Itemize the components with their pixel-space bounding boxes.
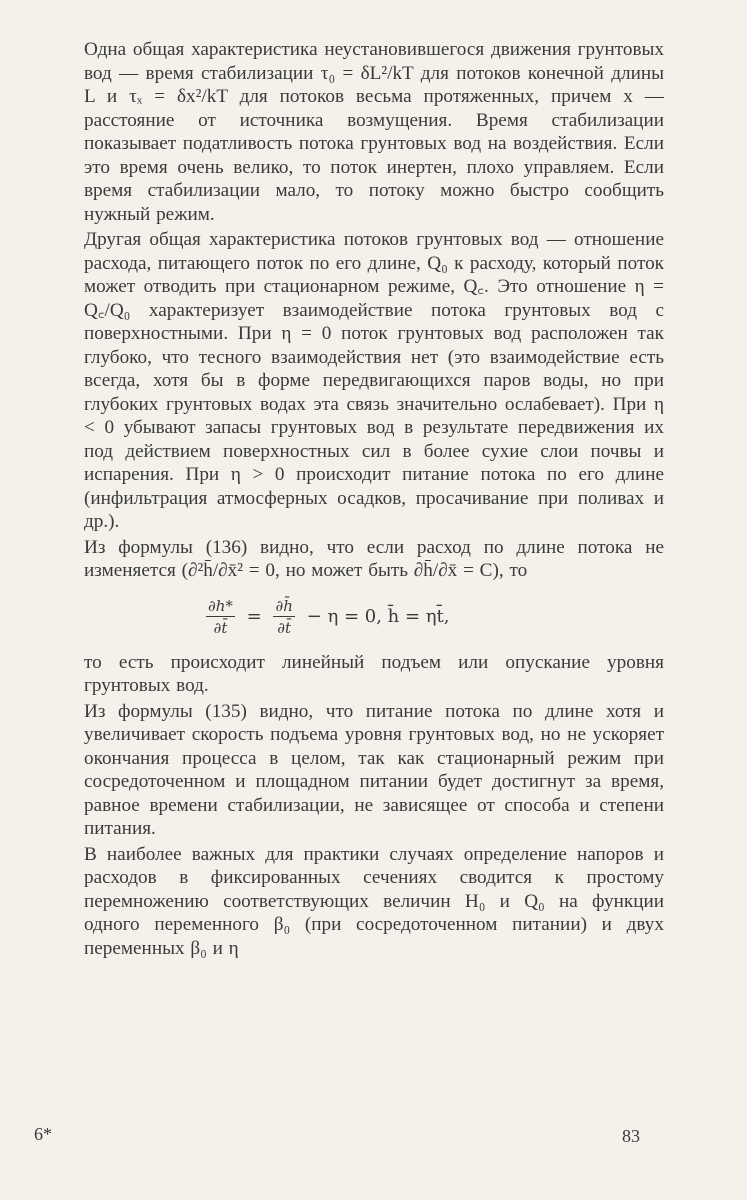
paragraph-6: В наиболее важных для практики случаях определение напоров и расходов в фиксированных сечениях сводится к простому перемножению соответствующих величин H₀ и Q₀ на функции одного переменного β₀ (при сосредоточенном питании) и двух переменных β₀ и η xyxy=(84,843,664,959)
page-number: 83 xyxy=(622,1126,640,1146)
fraction-numerator: ∂h̄ xyxy=(275,596,293,615)
fraction-denominator: ∂t̄ xyxy=(277,618,292,637)
equation xyxy=(200,597,664,637)
paragraph-5: Из формулы (135) видно, что питание потока по длине хотя и увеличивает скорость подъема уровня грунтовых вод, но не ускоряет окончания процесса в целом, так как стационарный режим при сосредоточенном и площадном питании будет достигнут за время, равное времени стабилизации, не зависящее от способа и степени питания. xyxy=(84,700,664,839)
fraction-dh-star-dt xyxy=(206,597,235,637)
equation-rest: − η = 0, h̄ = ηt̄, xyxy=(306,606,450,627)
fraction-denominator: ∂t̄ xyxy=(213,618,228,637)
signature-mark: 6* xyxy=(34,1124,52,1144)
page-body xyxy=(84,38,664,960)
fraction-numerator: ∂h* xyxy=(208,596,233,615)
paragraph-3: Из формулы (136) видно, что если расход по длине потока не изменяется (∂²h̄/∂x̄² = 0, но может быть ∂h̄/∂x̄ = C), то xyxy=(84,536,664,581)
paragraph-4: то есть происходит линейный подъем или опускание уровня грунтовых вод. xyxy=(84,651,664,696)
equals-sign: = xyxy=(246,606,262,627)
fraction-dh-dt xyxy=(273,597,294,637)
paragraph-1: Одна общая характеристика неустановившегося движения грунтовых вод — время стабилизации τ₀ = δL²/kT для потоков конечной длины L и τₓ = δx²/kT для потоков весьма протяженных, причем x — расстояние от источника возмущения. Время стабилизации показывает податливость потока грунтовых вод на воздействия. Если это время очень велико, то поток инертен, плохо управляем. Если время стабилизации мало, то потоку можно быстро сообщить нужный режим. xyxy=(84,39,664,225)
paragraph-2: Другая общая характеристика потоков грунтовых вод — отношение расхода, питающего поток по его длине, Q₀ к расходу, который поток может отводить при стационарном режиме, Q꜀. Это отношение η = Q꜀/Q₀ характеризует взаимодействие потока грунтовых вод с поверхностными. При η = 0 поток грунтовых вод расположен так глубоко, что тесного взаимодействия нет (это взаимодействие есть всегда, хотя бы в форме передвигающихся паров воды, но при глубоких грунтовых водах эта связь значительно ослабевает). При η < 0 убывают запасы грунтовых вод в результате передвижения их под действием поверхностных сил в более сухие слои почвы и испарения. При η > 0 происходит питание потока по его длине (инфильтрация атмосферных осадков, просачивание при поливах и др.). xyxy=(84,229,664,532)
